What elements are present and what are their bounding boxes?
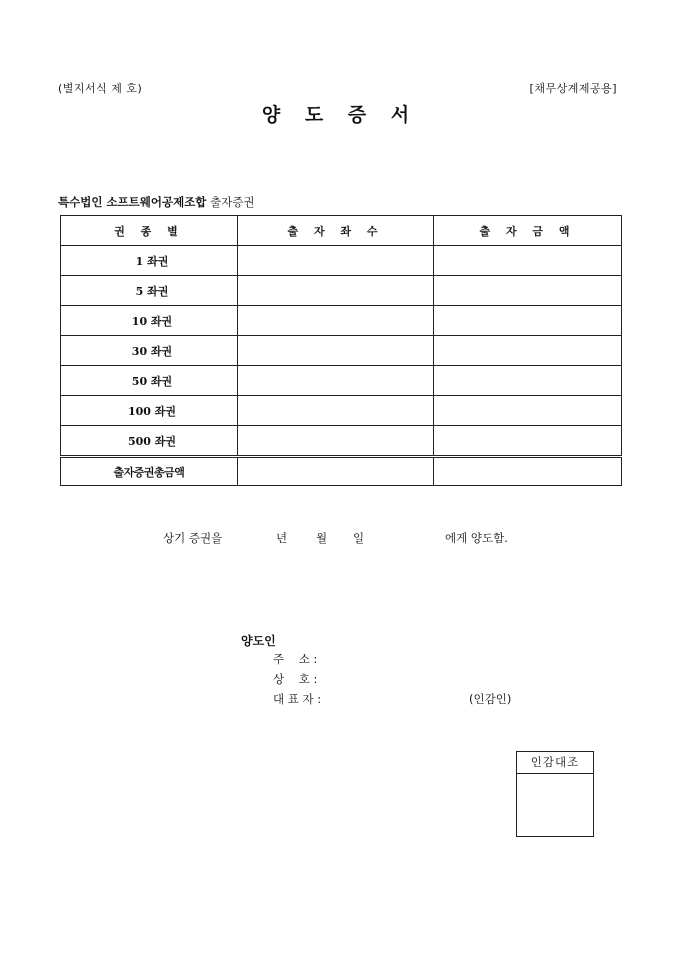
row-kind: 50 좌권: [61, 366, 238, 396]
table-row: [61, 396, 622, 426]
units-cell[interactable]: [238, 306, 434, 336]
table-row: [61, 246, 622, 276]
table-row: [61, 366, 622, 396]
seal-verification-box: [516, 751, 594, 837]
units-cell[interactable]: [238, 276, 434, 306]
total-label: 출자증권총금액: [61, 457, 238, 486]
units-cell[interactable]: [238, 426, 434, 457]
month-label: 월: [316, 531, 328, 545]
units-cell[interactable]: [238, 396, 434, 426]
statement-recipient-text: 에게 양도함.: [445, 531, 508, 545]
amount-cell[interactable]: [434, 306, 622, 336]
amount-cell[interactable]: [434, 336, 622, 366]
amount-cell[interactable]: [434, 426, 622, 457]
amount-cell[interactable]: [434, 366, 622, 396]
total-row: [61, 457, 622, 486]
address-label: 주 소 :: [273, 652, 318, 666]
row-kind: 30 좌권: [61, 336, 238, 366]
usage-note: [채무상계제공용]: [529, 82, 617, 95]
table-row: [61, 426, 622, 457]
day-label: 일: [353, 531, 365, 545]
amount-cell[interactable]: [434, 246, 622, 276]
form-number: (별지서식 제 호): [58, 82, 143, 95]
column-header-kind: 권 종 별: [61, 216, 238, 246]
table-row: [61, 276, 622, 306]
document-title: 양 도 증 서: [261, 104, 419, 126]
statement-text: 상기 증권을: [163, 531, 223, 545]
certificate-type: 출자증권: [206, 195, 255, 209]
representative-label: 대 표 자 :: [273, 692, 322, 706]
certificate-table: [60, 215, 622, 486]
column-header-amount: 출 자 금 액: [434, 216, 622, 246]
amount-cell[interactable]: [434, 396, 622, 426]
company-label: 상 호 :: [273, 672, 318, 686]
units-cell[interactable]: [238, 336, 434, 366]
total-amount-cell[interactable]: [434, 457, 622, 486]
table-header-row: [61, 216, 622, 246]
row-kind: 500 좌권: [61, 426, 238, 457]
table-row: [61, 336, 622, 366]
units-cell[interactable]: [238, 246, 434, 276]
seal-verification-label: 인감대조: [517, 752, 593, 774]
row-kind: 100 좌권: [61, 396, 238, 426]
table-row: [61, 306, 622, 336]
certificate-issuer: 특수법인 소프트웨어공제조합: [58, 195, 207, 209]
certificate-name: [58, 194, 255, 210]
total-units-cell[interactable]: [238, 457, 434, 486]
transferor-heading: 양도인: [241, 634, 276, 648]
row-kind: 10 좌권: [61, 306, 238, 336]
column-header-units: 출 자 좌 수: [238, 216, 434, 246]
row-kind: 5 좌권: [61, 276, 238, 306]
amount-cell[interactable]: [434, 276, 622, 306]
row-kind: 1 좌권: [61, 246, 238, 276]
year-label: 년: [276, 531, 288, 545]
seal-note: (인감인): [469, 692, 512, 706]
units-cell[interactable]: [238, 366, 434, 396]
